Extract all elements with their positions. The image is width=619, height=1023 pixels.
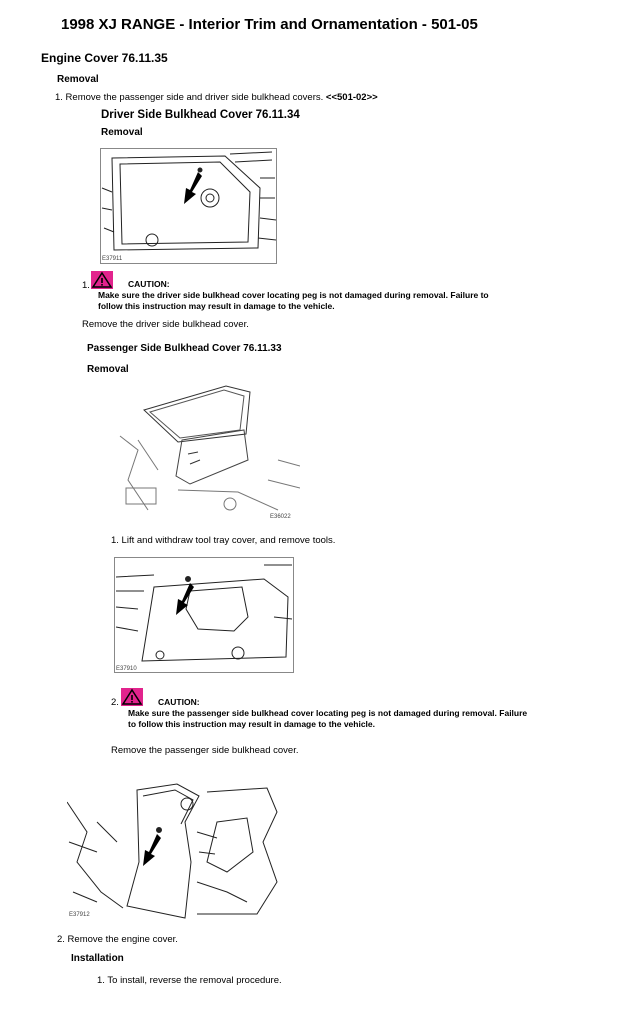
passenger-step-1: 1. Lift and withdraw tool tray cover, and remove tools.	[111, 535, 336, 546]
engine-cover-figure	[67, 782, 280, 920]
install-step-1: 1. To install, reverse the removal procedure.	[97, 975, 282, 986]
passenger-remove-text: Remove the passenger side bulkhead cover.	[111, 745, 299, 756]
passenger-side-removal-heading: Removal	[87, 364, 129, 375]
passenger-caution-line-1: Make sure the passenger side bulkhead cover locating peg is not damaged during removal. Failure	[128, 708, 528, 718]
tray-figure-id: E36022	[270, 514, 291, 520]
driver-bulkhead-figure	[100, 148, 277, 264]
driver-caution-label: CAUTION:	[128, 279, 170, 289]
passenger-side-title: Passenger Side Bulkhead Cover 76.11.33	[87, 343, 282, 354]
passenger-bulkhead-figure	[114, 557, 294, 673]
arrow-icon	[180, 170, 206, 206]
step-2: 2. Remove the engine cover.	[57, 934, 178, 945]
tool-tray-figure	[118, 380, 300, 524]
step-1-reference-link[interactable]: <<501-02>>	[325, 92, 378, 103]
driver-caution-line-1: Make sure the driver side bulkhead cover locating peg is not damaged during removal. Failure to	[98, 290, 489, 300]
section-title: Engine Cover 76.11.35	[41, 51, 168, 65]
removal-heading: Removal	[57, 74, 99, 85]
engine-figure-id: E37912	[69, 912, 90, 918]
arrow-icon	[139, 832, 165, 868]
step-1-text: 1. Remove the passenger side and driver side bulkhead covers.	[55, 92, 324, 103]
passenger-caution-number: 2.	[111, 697, 119, 708]
driver-side-removal-heading: Removal	[101, 127, 143, 138]
driver-side-title: Driver Side Bulkhead Cover 76.11.34	[101, 109, 300, 121]
arrow-icon	[172, 581, 198, 617]
passenger-figure-id: E37910	[116, 666, 137, 672]
driver-remove-text: Remove the driver side bulkhead cover.	[82, 319, 249, 330]
caution-icon	[121, 688, 143, 706]
driver-caution-number: 1.	[82, 280, 90, 291]
caution-icon	[91, 271, 113, 289]
step-1	[55, 92, 378, 103]
driver-figure-id: E37911	[102, 256, 123, 262]
driver-caution-line-2: follow this instruction may result in damage to the vehicle.	[98, 301, 335, 311]
page-title: 1998 XJ RANGE - Interior Trim and Ornamentation - 501-05	[61, 16, 478, 33]
passenger-caution-line-2: to follow this instruction may result in damage to the vehicle.	[128, 719, 376, 729]
passenger-caution-label: CAUTION:	[158, 697, 200, 707]
installation-heading: Installation	[71, 953, 124, 964]
